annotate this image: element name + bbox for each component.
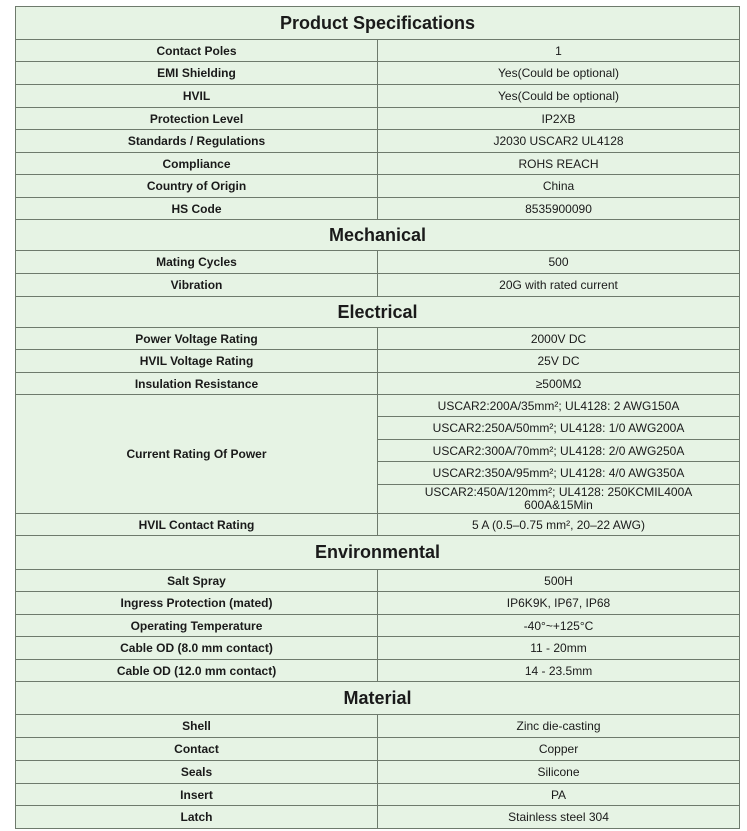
section-title-environmental: Environmental xyxy=(16,536,740,570)
table-row xyxy=(16,175,740,198)
spec-label: HS Code xyxy=(16,198,378,220)
table-row xyxy=(16,153,740,175)
table-row xyxy=(16,108,740,130)
spec-label: Vibration xyxy=(16,274,378,297)
spec-label: Salt Spray xyxy=(16,570,378,592)
current-rating-value: USCAR2:200A/35mm²; UL4128: 2 AWG150A xyxy=(378,395,740,417)
table-row xyxy=(16,738,740,761)
table-row xyxy=(16,328,740,350)
spec-value: China xyxy=(378,175,740,198)
spec-label: HVIL Contact Rating xyxy=(16,514,378,536)
spec-label: Standards / Regulations xyxy=(16,130,378,153)
spec-value: 14 - 23.5mm xyxy=(378,660,740,682)
spec-label: Compliance xyxy=(16,153,378,175)
spec-value: Stainless steel 304 xyxy=(378,806,740,829)
spec-label: Operating Temperature xyxy=(16,615,378,637)
spec-label: Insert xyxy=(16,784,378,806)
spec-value: Copper xyxy=(378,738,740,761)
spec-label: Mating Cycles xyxy=(16,251,378,274)
table-row xyxy=(16,395,740,417)
current-rating-line-2: 600A&15Min xyxy=(524,498,593,512)
spec-value: IP2XB xyxy=(378,108,740,130)
table-row xyxy=(16,40,740,62)
spec-value: IP6K9K, IP67, IP68 xyxy=(378,592,740,615)
spec-value: Silicone xyxy=(378,761,740,784)
table-row xyxy=(16,637,740,660)
current-rating-value: USCAR2:250A/50mm²; UL4128: 1/0 AWG200A xyxy=(378,417,740,440)
spec-value: 11 - 20mm xyxy=(378,637,740,660)
spec-label: Cable OD (12.0 mm contact) xyxy=(16,660,378,682)
spec-label: Ingress Protection (mated) xyxy=(16,592,378,615)
section-header-row xyxy=(16,536,740,570)
section-title-electrical: Electrical xyxy=(16,297,740,328)
spec-value: -40°~+125°C xyxy=(378,615,740,637)
spec-label: Seals xyxy=(16,761,378,784)
spec-value: 1 xyxy=(378,40,740,62)
table-row xyxy=(16,198,740,220)
spec-label: Shell xyxy=(16,715,378,738)
spec-label: Power Voltage Rating xyxy=(16,328,378,350)
table-row xyxy=(16,373,740,395)
table-row xyxy=(16,274,740,297)
table-row xyxy=(16,806,740,829)
spec-label: Contact Poles xyxy=(16,40,378,62)
table-row xyxy=(16,761,740,784)
spec-value: ROHS REACH xyxy=(378,153,740,175)
current-rating-value: USCAR2:300A/70mm²; UL4128: 2/0 AWG250A xyxy=(378,440,740,462)
spec-value: 500 xyxy=(378,251,740,274)
section-header-row xyxy=(16,297,740,328)
spec-label-current-rating: Current Rating Of Power xyxy=(16,395,378,514)
spec-value: 5 A (0.5–0.75 mm², 20–22 AWG) xyxy=(378,514,740,536)
spec-value: J2030 USCAR2 UL4128 xyxy=(378,130,740,153)
spec-label: Latch xyxy=(16,806,378,829)
current-rating-line-1: USCAR2:450A/120mm²; UL4128: 250KCMIL400A xyxy=(424,485,693,499)
section-header-row xyxy=(16,682,740,715)
table-row xyxy=(16,251,740,274)
specifications-table xyxy=(15,6,740,829)
spec-label: HVIL xyxy=(16,85,378,108)
spec-label: Protection Level xyxy=(16,108,378,130)
spec-value: Yes(Could be optional) xyxy=(378,85,740,108)
table-row xyxy=(16,62,740,85)
current-rating-value-multiline xyxy=(378,485,740,514)
table-row xyxy=(16,514,740,536)
spec-label: Country of Origin xyxy=(16,175,378,198)
table-row xyxy=(16,350,740,373)
spec-label: Insulation Resistance xyxy=(16,373,378,395)
spec-value: Zinc die-casting xyxy=(378,715,740,738)
table-row xyxy=(16,85,740,108)
table-row xyxy=(16,615,740,637)
section-title-material: Material xyxy=(16,682,740,715)
spec-label: Cable OD (8.0 mm contact) xyxy=(16,637,378,660)
spec-value: 8535900090 xyxy=(378,198,740,220)
spec-label: EMI Shielding xyxy=(16,62,378,85)
spec-value: 2000V DC xyxy=(378,328,740,350)
table-row xyxy=(16,570,740,592)
current-rating-value: USCAR2:350A/95mm²; UL4128: 4/0 AWG350A xyxy=(378,462,740,485)
spec-value: 500H xyxy=(378,570,740,592)
spec-label: Contact xyxy=(16,738,378,761)
spec-label: HVIL Voltage Rating xyxy=(16,350,378,373)
section-header-row xyxy=(16,220,740,251)
table-row xyxy=(16,660,740,682)
section-header-row xyxy=(16,7,740,40)
spec-value: 20G with rated current xyxy=(378,274,740,297)
section-title-product: Product Specifications xyxy=(16,7,740,40)
table-row xyxy=(16,592,740,615)
spec-value: PA xyxy=(378,784,740,806)
table-row xyxy=(16,715,740,738)
section-title-mechanical: Mechanical xyxy=(16,220,740,251)
spec-value: ≥500MΩ xyxy=(378,373,740,395)
table-row xyxy=(16,130,740,153)
spec-value: Yes(Could be optional) xyxy=(378,62,740,85)
spec-value: 25V DC xyxy=(378,350,740,373)
table-row xyxy=(16,784,740,806)
